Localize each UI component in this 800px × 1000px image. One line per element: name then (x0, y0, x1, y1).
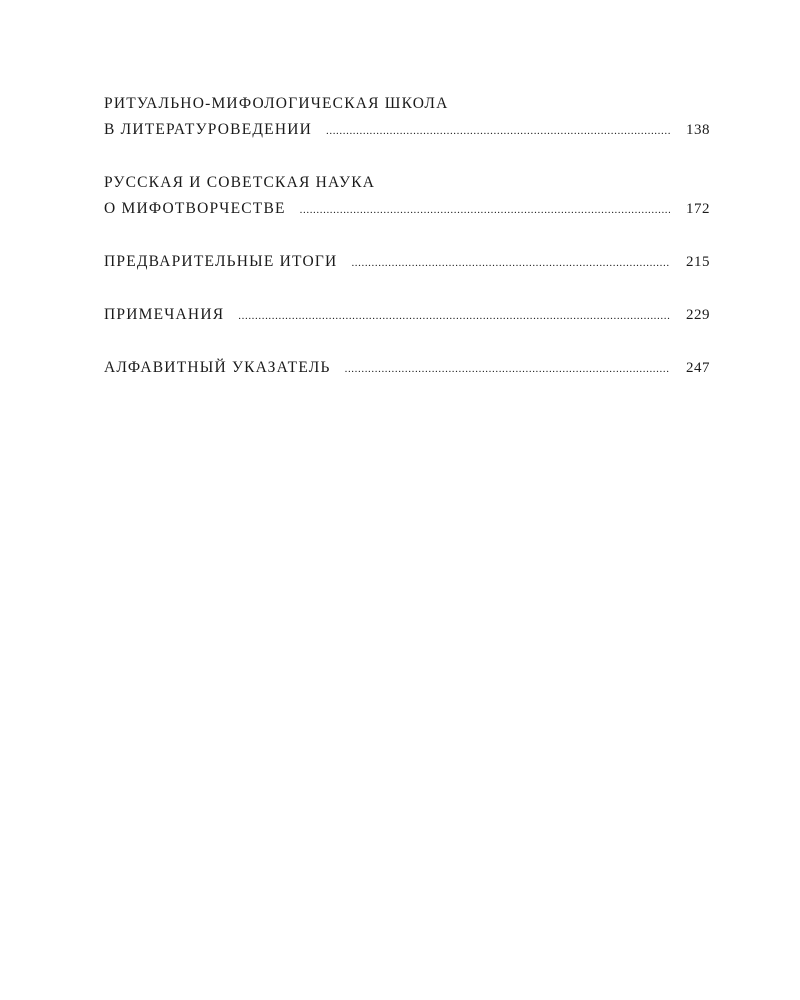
toc-entry-title: О МИФОТВОРЧЕСТВЕ (104, 200, 286, 217)
dot-leader (345, 356, 670, 382)
dot-leader (351, 250, 670, 276)
page-number: 229 (686, 307, 710, 323)
toc-entry[interactable] (104, 91, 710, 144)
toc-entry-last-line (104, 196, 710, 223)
toc-entry-last-line (104, 249, 710, 276)
toc-entry-title: В ЛИТЕРАТУРОВЕДЕНИИ (104, 121, 312, 138)
page-number: 215 (686, 254, 710, 270)
dot-leader (326, 118, 670, 144)
toc-entry-title-line: РИТУАЛЬНО-МИФОЛОГИЧЕСКАЯ ШКОЛА (104, 95, 449, 112)
toc-entry[interactable] (104, 170, 710, 223)
toc-entry-title: ПРИМЕЧАНИЯ (104, 306, 225, 323)
table-of-contents (104, 91, 710, 408)
page-number: 138 (686, 122, 710, 138)
toc-entry-title: АЛФАВИТНЫЙ УКАЗАТЕЛЬ (104, 359, 331, 376)
toc-entry[interactable] (104, 249, 710, 276)
toc-entry[interactable] (104, 302, 710, 329)
dot-leader (238, 303, 670, 329)
toc-entry-last-line (104, 302, 710, 329)
page-number: 247 (686, 360, 710, 376)
toc-entry-title-line: РУССКАЯ И СОВЕТСКАЯ НАУКА (104, 174, 376, 191)
dot-leader (300, 197, 670, 223)
toc-entry-title: ПРЕДВАРИТЕЛЬНЫЕ ИТОГИ (104, 253, 338, 270)
toc-entry-last-line (104, 355, 710, 382)
page-number: 172 (686, 201, 710, 217)
toc-entry[interactable] (104, 355, 710, 382)
toc-entry-last-line (104, 117, 710, 144)
